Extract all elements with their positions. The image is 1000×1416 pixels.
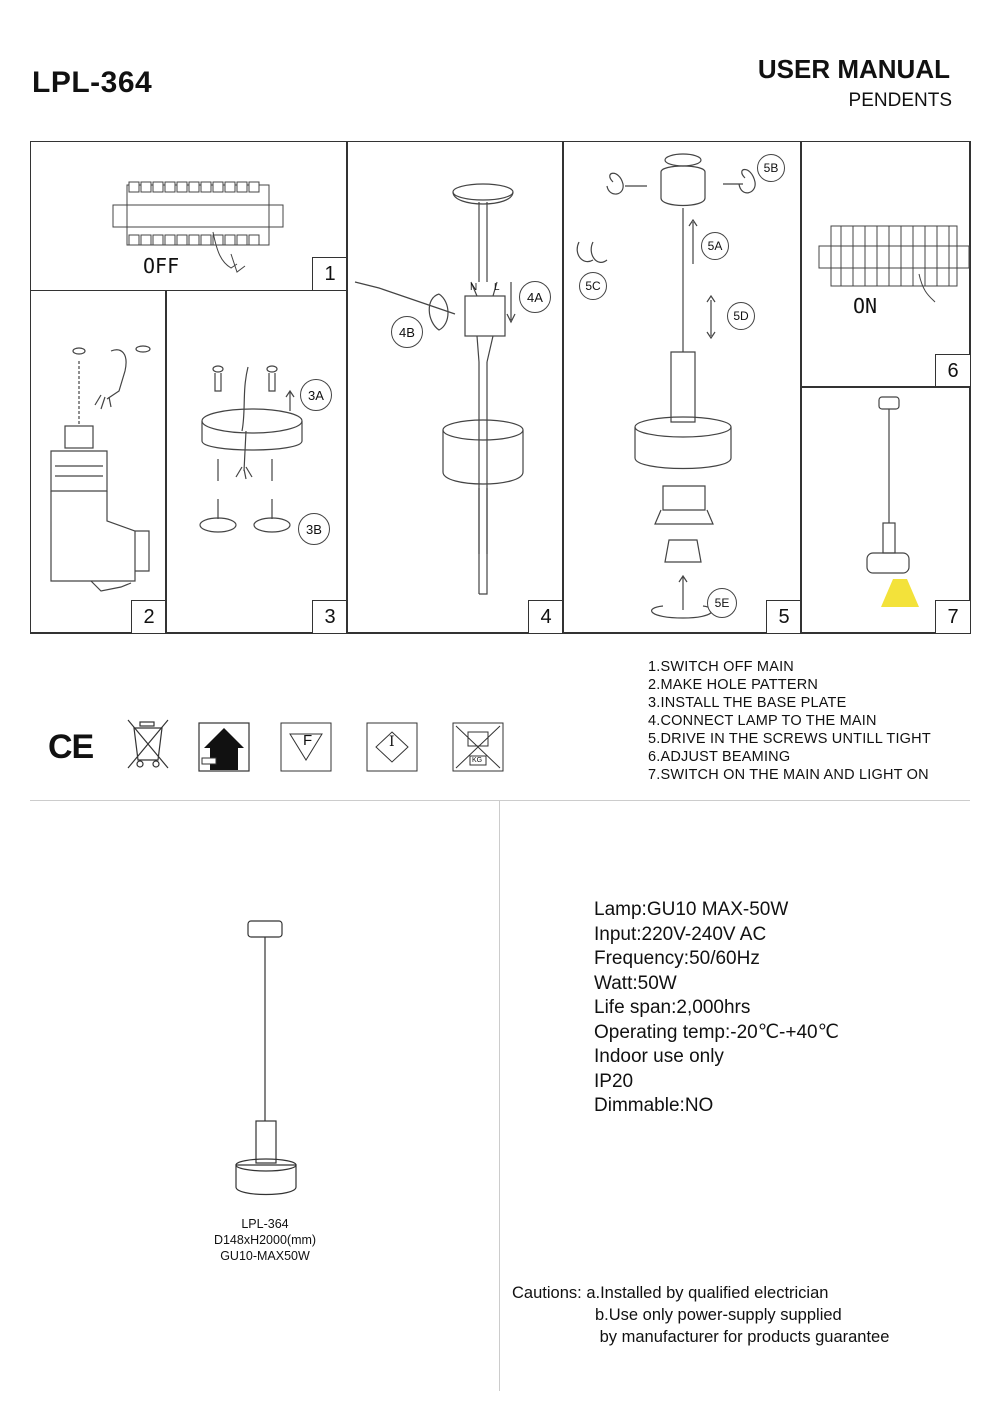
lamp-lit-illustration xyxy=(801,387,972,635)
panel-3 xyxy=(165,290,348,634)
class-i-text: I xyxy=(389,734,395,750)
callout-5e: 5E xyxy=(707,588,737,618)
spec-dimmable: Dimmable:NO xyxy=(594,1095,714,1116)
panel-2 xyxy=(30,290,167,634)
specifications xyxy=(594,898,839,1119)
product-model: LPL-364 xyxy=(241,1217,289,1231)
step-2: 2.MAKE HOLE PATTERN xyxy=(648,677,819,693)
panel-number: 5 xyxy=(766,600,802,634)
spec-input: Input:220V-240V AC xyxy=(594,923,767,945)
callout-5c: 5C xyxy=(579,272,607,300)
kg-weight-icon xyxy=(452,722,504,772)
class-ii-indoor-icon xyxy=(198,722,250,772)
product-bulb: GU10-MAX50W xyxy=(220,1249,310,1263)
panel-1 xyxy=(30,141,348,291)
step-1: 1.SWITCH OFF MAIN xyxy=(648,659,794,675)
callout-3a: 3A xyxy=(300,379,332,411)
callout-5a: 5A xyxy=(701,232,729,260)
panel-5 xyxy=(562,141,802,634)
panel-number: 7 xyxy=(935,600,971,634)
terminal-n-label: N xyxy=(470,282,478,293)
kg-text: KG xyxy=(472,757,483,764)
switch-off-label: OFF xyxy=(143,254,180,278)
f-mark-text: F xyxy=(303,732,313,749)
panel-6 xyxy=(800,141,971,388)
step-4: 4.CONNECT LAMP TO THE MAIN xyxy=(648,713,877,729)
spec-watt: Watt:50W xyxy=(594,972,677,994)
step-5: 5.DRIVE IN THE SCREWS UNTILL TIGHT xyxy=(648,731,931,747)
switch-on-label: ON xyxy=(853,294,878,318)
callout-4a: 4A xyxy=(519,281,551,313)
step-6: 6.ADJUST BEAMING xyxy=(648,749,791,765)
terminal-l-label: L xyxy=(494,282,500,293)
installation-steps xyxy=(648,658,931,784)
model-number: LPL-364 xyxy=(32,66,153,99)
section-divider xyxy=(30,800,970,801)
ce-mark-icon: CE xyxy=(48,728,94,766)
callout-4b: 4B xyxy=(391,316,423,348)
spec-indoor: Indoor use only xyxy=(594,1046,724,1067)
terminal-block-on-illustration xyxy=(801,142,972,389)
base-plate-install-illustration xyxy=(166,291,349,635)
callout-3b: 3B xyxy=(298,513,330,545)
step-7: 7.SWITCH ON THE MAIN AND LIGHT ON xyxy=(648,767,929,783)
panel-number: 6 xyxy=(935,354,971,388)
panel-7 xyxy=(800,386,971,634)
cautions-prefix: Cautions: xyxy=(512,1284,582,1302)
step-3: 3.INSTALL THE BASE PLATE xyxy=(648,695,847,711)
panel-number: 4 xyxy=(528,600,564,634)
weee-bin-icon xyxy=(126,718,172,772)
wiring-connection-illustration xyxy=(347,142,565,635)
spec-ip-rating: IP20 xyxy=(594,1070,634,1092)
product-drawing xyxy=(220,915,310,1215)
panel-4 xyxy=(346,141,564,634)
manual-title: USER MANUAL xyxy=(757,54,950,84)
panel-number: 1 xyxy=(312,257,348,291)
drill-illustration xyxy=(31,291,168,635)
lamp-assembly-illustration xyxy=(563,142,803,635)
callout-5b: 5B xyxy=(757,154,785,182)
installation-diagram-grid xyxy=(30,141,970,633)
spec-life-span: Life span:2,000hrs xyxy=(594,997,751,1018)
column-divider xyxy=(499,801,500,1391)
caution-b-cont: by manufacturer for products guarantee xyxy=(595,1328,890,1346)
terminal-block-off-illustration xyxy=(31,142,349,292)
spec-lamp: Lamp:GU10 MAX-50W xyxy=(594,899,789,920)
panel-number: 3 xyxy=(312,600,348,634)
caution-a: a.Installed by qualified electrician xyxy=(586,1284,829,1302)
caution-b: b.Use only power-supply supplied xyxy=(595,1306,842,1324)
callout-5d: 5D xyxy=(727,302,755,330)
spec-operating-temp: Operating temp:-20℃-+40℃ xyxy=(594,1021,839,1043)
product-category: PENDENTS xyxy=(848,90,952,111)
panel-number: 2 xyxy=(131,600,167,634)
product-dimensions: D148xH2000(mm) xyxy=(213,1233,317,1247)
spec-frequency: Frequency:50/60Hz xyxy=(594,948,760,969)
product-caption xyxy=(150,1216,380,1264)
cautions xyxy=(512,1282,889,1348)
